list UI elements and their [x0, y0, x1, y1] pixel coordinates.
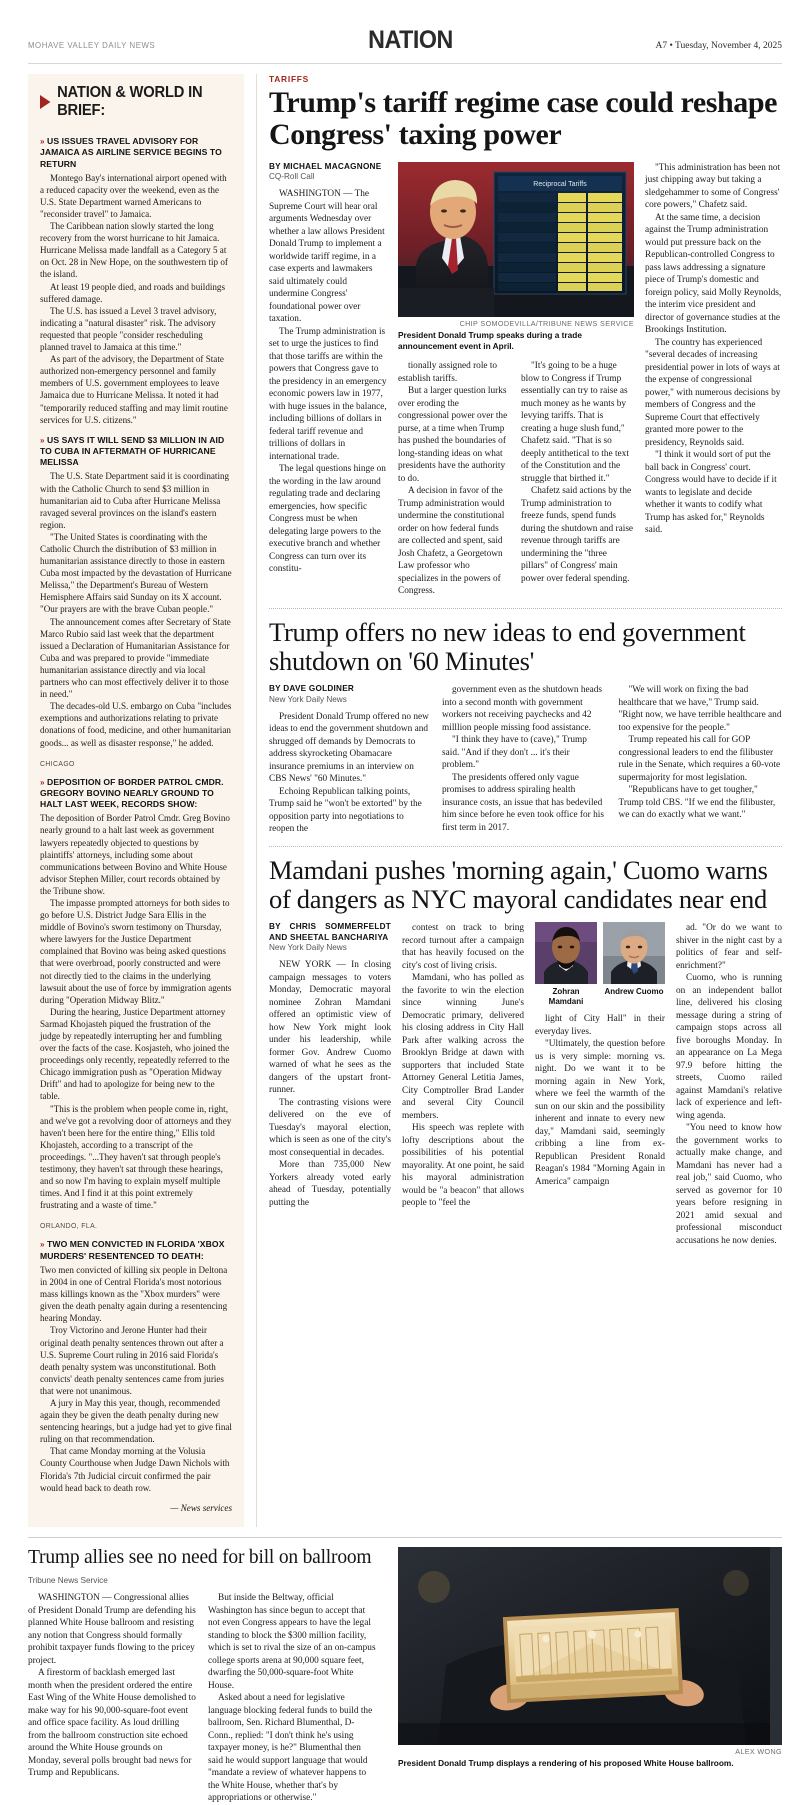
briefs-source-credit: — News services	[170, 1502, 232, 1513]
story-paragraph: tionally assigned role to establish tariffs.	[398, 361, 498, 384]
story-paragraph: contest on track to bring record turnout after a campaign that has heavily focused on the city's cost of living crisis.	[402, 923, 524, 971]
mugshot-name: Zohran Mamdani	[548, 987, 584, 1006]
brief-marker: »	[40, 137, 45, 146]
brief-paragraph: The decades-old U.S. embargo on Cuba "includes exemptions and authorizations relating to private donations of food, medicine, and other humanitarian goods... as well as disaster response," he added.	[40, 701, 232, 748]
shutdown-headline: Trump offers no new ideas to end government shutdown on '60 Minutes'	[269, 616, 746, 676]
cuomo-portrait	[603, 922, 665, 984]
story-paragraph: "We will work on fixing the bad healthcare that we have," Trump said. "Right now, we have terrible healthcare and too expensive for the people."	[618, 685, 782, 733]
story-paragraph: light of City Hall" in their everyday lives.	[535, 1014, 665, 1037]
ballroom-photo-block	[388, 1547, 782, 1805]
story-paragraph: But a larger question lurks over eroding the congressional power over the purse, at a time when Trump has pushed the boundaries of long-standing ideas on what presidents have the authority to do.	[398, 386, 508, 484]
shutdown-col-3	[619, 684, 783, 836]
story-paragraph: The presidents offered only vague promises to address spiraling health insurance costs, an issue that has bedeviled him since before he even took office for his first term in 2017.	[442, 772, 604, 833]
lead-photo-image	[398, 162, 634, 317]
brief-lead-paragraph: Two men convicted of killing six people in Deltona in 2004 in one of Central Florida's most notorious mass killings known as the "Xbox murders" were given the death penalty again during a resentencing hearing Monday.	[40, 1264, 228, 1324]
story-paragraph: "Ultimately, the question before us is very simple: morning vs. night. Do we want it to be morning again in New York, where we feel the warmth of the sun on our skin and the possibility inherent and innate to every new day," Mamdani said, seemingly cribbing a line from ex-Republican President Ronald Reagan's 1984 "Morning Again in America" campaign	[535, 1039, 665, 1187]
briefs-column	[28, 74, 256, 1527]
ballroom-col-2	[208, 1592, 376, 1805]
story-paragraph: President Donald Trump offered no new ideas to end the government shutdown and shrugged off demands by Democrats to address skyrocketing Obamacare insurance premiums in an interview on CBS News' "60 Minutes."	[269, 711, 429, 785]
brief-paragraph: "This is the problem when people come in, right, and we've got a revolving door of attorneys and they haven't been here for the entire thing," Ellis told Khojasteh, according to a transcript of the proceedings. "...They haven't sat through people's testimony, they haven't sat through these hearings, and so now I'm having to explain myself multiple times. And I find it at this point extremely frustrating and a waste of time."	[40, 1103, 232, 1211]
mugshot-name: Andrew Cuomo	[604, 987, 664, 997]
ballroom-col-1	[28, 1592, 196, 1805]
brief-paragraph: A jury in May this year, though, recommended again they be given the death penalty during new sentencing hearings, but a judge had yet to give final ruling on that recommendation.	[40, 1398, 232, 1445]
main-grid	[28, 74, 782, 1527]
briefs-title-label: NATION & WORLD IN BRIEF:	[57, 84, 203, 119]
brief-headline-text: US ISSUES TRAVEL ADVISORY FOR JAMAICA AS AIRLINE SERVICE BEGINS TO RETURN	[40, 136, 222, 169]
brief-paragraph: During the hearing, Justice Department attorney Sarmad Khojasteh piqued the frustration of the judge by repeatedly interrupting her and fumbling over the facts of the case. Kosjasteh, who joined the proceedings only recently, repeatedly referred to the Chicago immigration push as "Operation Midway Drift" and had to apologize for being new to the table.	[40, 1006, 230, 1102]
lead-photo-credit: CHIP SOMODEVILLA/TRIBUNE NEWS SERVICE	[459, 318, 634, 328]
mamdani-col-2	[402, 922, 524, 1247]
lead-col-1	[269, 162, 387, 598]
story-paragraph: "This administration has been not just chipping away but taking a sledgehammer to some of Congress' core powers," Chafetz said.	[645, 162, 781, 211]
brief-headline	[40, 777, 232, 811]
story-paragraph: The Trump administration is set to urge the justices to find that those tariffs are within the powers that Congress gave to the presidency in an emergency economic powers law in 1977, with huge issues in the balance, including billions of dollars in federal tariff revenue and trillions of dollars in international trade.	[269, 326, 387, 462]
mamdani-col-4	[676, 922, 782, 1247]
page-masthead	[28, 0, 782, 63]
ballroom-caption-block	[398, 1745, 782, 1769]
shutdown-col-1	[269, 684, 429, 836]
story-paragraph: A firestorm of backlash emerged last month when the president ordered the entire East Wing of the White House demolished to make way for his 90,000-square-foot event and office space facility. As loud drilling from the ballroom construction site echoed around the White House grounds on Monday, several polls brought bad news for Trump and Republicans.	[28, 1668, 196, 1779]
lead-story	[269, 74, 782, 598]
story-paragraph: More than 735,000 New Yorkers already voted early ahead of Tuesday, potentially putting the	[269, 1160, 391, 1208]
brief-marker: »	[40, 435, 45, 445]
story-paragraph: "I think it would sort of put the ball back in Congress' court. Congress would have to decide if it wants to legislate and decide whether it wants to codify what Trump has asked for," Reynolds said.	[645, 450, 777, 536]
ballroom-photo	[398, 1547, 782, 1745]
brief-dateline: ORLANDO, FLA.	[40, 1221, 98, 1231]
lead-col-3	[521, 360, 634, 598]
brief-headline-text: US SAYS IT WILL SEND $3 MILLION IN AID TO CUBA IN AFTERMATH OF HURRICANE MELISSA	[40, 434, 225, 468]
mamdani-col-1	[269, 922, 391, 1247]
story-paragraph: "It's going to be a huge blow to Congress if Trump essentially can try to raise as much money as he wants by levying tariffs. That is creating a huge slush fund," Chafetz said. "That is so deeply antithetical to the text of the Constitution and the struggle that birthed it."	[521, 361, 629, 484]
mugshot-image	[535, 922, 597, 984]
story-paragraph: Chafetz said actions by the Trump administration to freeze funds, spend funds during the shutdown and raise revenue through tariffs are undermining the "three pillars" of Congress' main power over federal spending.	[521, 486, 634, 584]
brief-marker: »	[40, 1240, 45, 1250]
brief-headline	[40, 435, 232, 469]
brief-paragraph: Troy Victorino and Jerone Hunter had their original death penalty sentences thrown out after a U.S. Supreme Court ruling in 2016 said Florida's death penalty system was unconstitutional. Both convicts' death penalty sentences came from juries that were not unanimous.	[40, 1325, 224, 1396]
mugshot-image	[603, 922, 665, 984]
brief-item	[40, 435, 232, 749]
story-paragraph: government even as the shutdown heads into a second month with government workers not receiving paychecks and 42 milllion people missing food assistance.	[442, 685, 603, 733]
brief-paragraph: As part of the advisory, the Department of State authorized non-emergency personnel and family members of U.S. government employees to leave Jamaica due to Hurricane Melissa. It noted it had "temporarily reduced staffing and may limit routine services for U.S. citizens."	[40, 354, 228, 425]
lead-byline: BY MICHAEL MACAGNONE	[269, 161, 382, 171]
svg-text:Reciprocal Tariffs: Reciprocal Tariffs	[533, 180, 587, 188]
brief-dateline: CHICAGO	[40, 758, 75, 768]
bottom-divider	[28, 1537, 782, 1538]
ballroom-headline: Trump allies see no need for bill on ballroom	[28, 1546, 372, 1568]
shutdown-col-2	[442, 684, 606, 836]
triangle-icon	[40, 95, 50, 109]
ballroom-byline-org: Tribune News Service	[28, 1576, 108, 1586]
lead-col-2	[398, 360, 510, 598]
story-paragraph: The country has experienced "several decades of increasing presidential power in lots of ways at the expense of congressional power," with numerous decisions by members of Congress and the Supreme Court that effectively granted more power to the presidency, Reynolds said.	[645, 337, 781, 448]
brief-paragraph: At least 19 people died, and roads and buildings suffered damage.	[40, 281, 226, 304]
brief-marker: »	[40, 777, 45, 787]
mugshot-cuomo	[603, 922, 665, 1006]
brief-paragraph: "The United States is coordinating with the Catholic Church the distribution of $3 million in humanitarian assistance directly to those in eastern Cuba most impacted by the devastation of Hurricane Melissa," the Department's Bureau of Western Hemisphere Affairs said Sunday on its X account. "Our prayers are with the brave Cuban people."	[40, 531, 232, 615]
story-paragraph: His speech was replete with lofty descriptions about the possibilities of his potential mayorality. At one point, he said his mayoral administration would be "a beacon" that allows people to "feel the	[402, 1123, 524, 1209]
brief-headline-text: TWO MEN CONVICTED IN FLORIDA 'XBOX MURDERS' RESENTENCED TO DEATH:	[40, 1239, 225, 1261]
brief-paragraph: The U.S. has issued a Level 3 travel advisory, indicating a "natural disaster" risk. The advisory requested that people "consider rescheduling planned travel to Jamaica at this time."	[40, 305, 217, 353]
brief-paragraph: The impasse prompted attorneys for both sides to go before U.S. District Judge Sara Ellis in the middle of Bovino's sworn testimony on Thursday, where lawyers for the Justice Department complained that Bovino was being asked questions that were overbroad, poorly constructed and were not directly tied to the claims in the underlying lawsuit about the use of force by immigration agents during "Operation Midway Blitz."	[40, 897, 232, 1005]
brief-item	[40, 1221, 232, 1493]
story-paragraph: NEW YORK — In closing campaign messages to voters Monday, Democratic mayoral nominee Zohran Mamdani offered an optimistic view of how New York might look under his leadership, while former Gov. Andrew Cuomo warned of what he sees as the dangers of the upstart front-runner.	[269, 960, 391, 1096]
mugshot-mamdani	[535, 922, 597, 1006]
brief-paragraph: The announcement comes after Secretary of State Marco Rubio said last week that the department issued a Declaration of Humanitarian Assistance for Cuba and was prepared to provide "immediate humanitarian assistance directly and via local partners who can most effectively deliver it to those in need."	[40, 616, 231, 700]
ballroom-photo-credit: ALEX WONG	[735, 1746, 782, 1756]
lead-photo	[398, 162, 634, 317]
stories-column	[256, 74, 782, 1527]
story-paragraph: A decision in favor of the Trump administration would undermine the constitutional order on how federal funds are collected and spent, said Josh Chafetz, a Georgetown Law professor who specializes in the powers of Congress.	[398, 486, 505, 597]
publication-name: MOHAVE VALLEY DAILY NEWS	[28, 40, 156, 50]
brief-paragraph: That came Monday morning at the Volusia County Courthouse when Judge Dawn Nichols with Florida's 7th Judicial circuit confirmed the pair would head back to death row.	[40, 1446, 230, 1493]
story-paragraph: But inside the Beltway, official Washington has since begun to accept that not even Congress appears to have the legal standing to block the $300 million facility, which is set to rival the size of an on-campus college sports arena at 90,000 square feet, dwarfing the 50,000-square-foot White House.	[208, 1593, 376, 1691]
story-paragraph: "I think they have to (cave)," Trump said. "And if they don't ... it's their problem."	[442, 735, 587, 771]
ballroom-photo-figure	[398, 1547, 782, 1769]
story-paragraph: ad. "Or do we want to shiver in the night cast by a politics of fear and self-enrichment?"	[676, 923, 782, 971]
ballroom-photo-caption: President Donald Trump displays a rendering of his proposed White House ballroom.	[398, 1757, 734, 1768]
masthead-rule	[28, 63, 782, 64]
lead-photo-caption-block	[398, 317, 634, 352]
lead-byline-org: CQ-Roll Call	[269, 172, 315, 182]
mamdani-headline: Mamdani pushes 'morning again,' Cuomo warns of dangers as NYC mayoral candidates near end	[269, 854, 768, 914]
mamdani-story	[269, 856, 782, 1247]
story-paragraph: Asked about a need for legislative language blocking federal funds to build the ballroom, Sen. Richard Blumenthal, D-Conn., replied: "I don't think he's using taxpayer money, is he?" Blumenthal then said he would support language that would "mandate a review of whatever happens to the White House, whether that's by appropriations or otherwise."	[208, 1693, 373, 1804]
shutdown-byline: BY DAVE GOLDINER	[269, 684, 355, 694]
story-paragraph: The legal questions hinge on the wording in the law around regulating trade and declaring emergencies, how specific Congress must be when delegating large powers to the executive branch and whether Congress can turn over its constitu-	[269, 464, 386, 575]
mamdani-col-3	[535, 922, 665, 1247]
story-paragraph: At the same time, a decision against the Trump administration would put pressure back on the Republican-controlled Congress to pass laws addressing a signature piece of Trump's domestic and foreign policy, said Molly Reynolds, the interim vice president and director of governance studies at the Brookings Institution.	[645, 212, 782, 336]
story-paragraph: Echoing Republican talking points, Trump said he "won't be extorted" by the opposition party into negotiations to reopen the	[269, 786, 422, 835]
lead-photo-figure	[398, 162, 634, 352]
ballroom-text	[28, 1547, 388, 1805]
story-paragraph: "You need to know how the government works to actually make change, and Mamdani has never had a real job," said Cuomo, who served as governor for 10 years before resigning in 2021 amid sexual and professional misconduct accusations he now denies.	[676, 1123, 782, 1246]
lead-photo-and-col2	[398, 162, 634, 598]
section-title: NATION	[368, 26, 454, 54]
story-paragraph: "Republicans have to get tougher," Trump told CBS. "If we end the filibuster, we can do exactly what we want."	[618, 785, 776, 821]
brief-item	[40, 759, 232, 1212]
lead-col-4	[645, 162, 782, 598]
page-number-and-date: A7 • Tuesday, November 4, 2025	[655, 41, 782, 51]
briefs-title	[40, 84, 222, 127]
shutdown-story	[269, 618, 782, 836]
story-paragraph: WASHINGTON — Congressional allies of President Donald Trump are defending his planned White House ballroom and resisting any notion that Congress should formally prohibit taxpayer funds flowing to the pricey project.	[28, 1593, 196, 1666]
story-paragraph: Cuomo, who is running on an independent ballot line, delivered his closing message during a string of campaign stops across all five boroughs Monday. In an appearance on La Mega 97.9 before hitting the streets, Cuomo railed against Mamdani's relative lack of experience and left-wing agenda.	[676, 973, 782, 1121]
brief-paragraph: Montego Bay's international airport opened with a reduced capacity over the weekend, even as the U.S. State Department warned Americans to "reconsider travel" to Jamaica.	[40, 172, 227, 220]
brief-paragraph: The Caribbean nation slowly started the long recovery from the worst hurricane to hit Jamaica. Hurricane Melissa made landfall as a Category 5 at on Oct. 28 in New Hope, on the southwestern tip of the island.	[40, 221, 228, 280]
story-kicker: TARIFFS	[269, 74, 310, 84]
mamdani-byline-org: New York Daily News	[269, 943, 347, 953]
brief-headline-text: DEPOSITION OF BORDER PATROL CMDR. GREGORY BOVINO NEARLY GROUND TO HALT LAST WEEK, RECORDS SHOW:	[40, 776, 224, 810]
story-paragraph: WASHINGTON — The Supreme Court will hear oral arguments Wednesday over whether a law allows President Donald Trump to implement a worldwide tariff regime, in a case experts and lawmakers said ultimately could undermine Congress' foundational power over taxation.	[269, 189, 385, 325]
ballroom-photo-image	[398, 1547, 770, 1745]
section-divider	[269, 608, 782, 609]
brief-headline	[40, 1239, 232, 1262]
brief-lead-paragraph: The deposition of Border Patrol Cmdr. Greg Bovino nearly ground to a halt last week as government lawyers repeatedly objected to questions by plaintiffs' attorneys, including some about communications between Bovino and White House advisor Stephen Miller, court records obtained by the Tribune show.	[40, 813, 230, 896]
section-divider	[269, 846, 782, 847]
candidate-mugshots	[535, 922, 665, 1006]
story-paragraph: Trump repeated his call for GOP congressional leaders to end the filibuster rule in the Senate, which requires a 60-vote supermajority for most legislation.	[618, 735, 781, 783]
brief-item	[40, 136, 232, 426]
lead-headline: Trump's tariff regime case could reshape Congress' taxing power	[269, 86, 778, 152]
brief-paragraph: The U.S. State Department said it is coordinating with the Catholic Church to send $3 million in humanitarian aid to Cuba after Hurricane Melissa ravaged several provinces on the island's eastern region.	[40, 471, 230, 530]
story-paragraph: The contrasting visions were delivered on the eve of Tuesday's mayoral election, which is seen as one of the city's most consequential in decades.	[269, 1097, 391, 1158]
ballroom-story	[28, 1547, 782, 1805]
mamdani-byline: BY CHRIS SOMMERFELDT AND SHEETAL BANCHARIYA	[269, 922, 391, 942]
nation-world-in-brief-box	[28, 74, 244, 1527]
mamdani-col-3-text	[535, 1013, 665, 1188]
lead-photo-caption: President Donald Trump speaks during a trade announcement event in April.	[398, 329, 582, 351]
brief-headline	[40, 136, 232, 170]
story-paragraph: Mamdani, who has polled as the favorite to win the election since winning June's Democratic primary, delivered his closing address in City Hall Park after walking across the Brooklyn Bridge at dawn with supporters that included State Attorney General Letitia James, City Comptroller Brad Lander and several City Council members.	[402, 973, 524, 1121]
shutdown-byline-org: New York Daily News	[269, 694, 347, 704]
mamdani-portrait	[535, 922, 597, 984]
